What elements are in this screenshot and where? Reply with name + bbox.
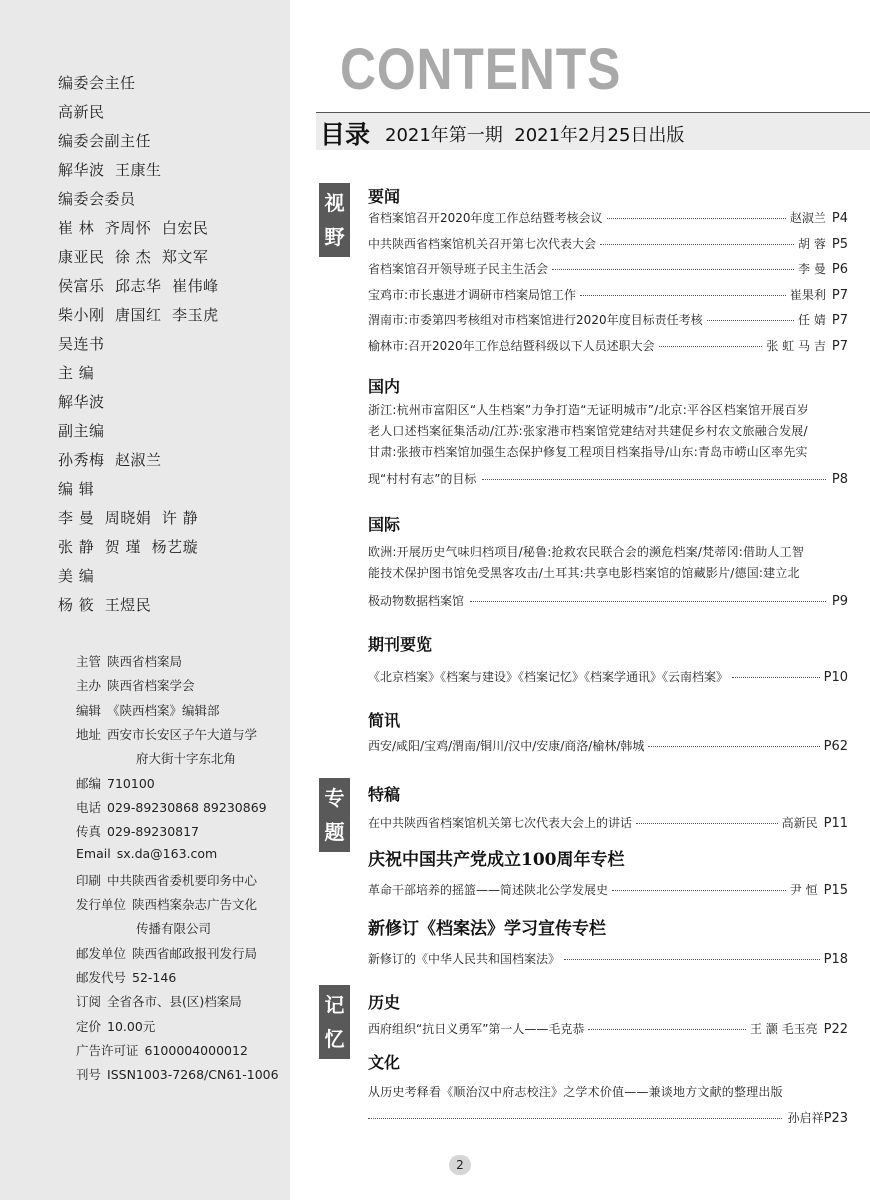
- editorial-line: 柴小刚 唐国红 李玉虎: [58, 306, 219, 324]
- dot-leader: [552, 269, 794, 270]
- section-tab-char: 忆: [324, 1027, 345, 1051]
- editorial-line: 编 辑: [58, 480, 95, 498]
- publication-value: 52-146: [132, 969, 177, 985]
- category-guonei: 国内: [368, 377, 401, 396]
- editorial-line: 解华波: [58, 393, 105, 411]
- publication-value: 《陕西档案》编辑部: [107, 702, 220, 718]
- publication-row: [76, 774, 155, 792]
- wenhua-paragraph[interactable]: [368, 1082, 850, 1103]
- entry-title: 从历史考释看《顺治汉中府志校注》之学术价值——兼谈地方文献的整理出版: [368, 1085, 783, 1099]
- publication-key: 刊号: [76, 1067, 102, 1083]
- dot-leader: [636, 823, 778, 824]
- publication-row: [136, 919, 211, 937]
- entry-title: 在中共陕西省档案馆机关第七次代表大会上的讲话: [368, 816, 633, 830]
- entry-title: 宝鸡市:市长惠进才调研市档案局馆工作: [368, 287, 577, 302]
- publication-value: 西安市长安区子午大道与学: [107, 726, 258, 742]
- section-tab-zhuanti: [319, 778, 350, 852]
- editorial-line: 副主编: [58, 422, 105, 440]
- publication-key: 主办: [76, 678, 102, 694]
- dot-leader: [470, 601, 826, 602]
- entry-author: 王 灏 毛玉亮: [749, 1022, 818, 1036]
- guonei-entry-end[interactable]: [368, 470, 848, 490]
- section-tab-char: 视: [324, 191, 345, 215]
- toc-entry-qingzhu[interactable]: [368, 881, 848, 901]
- publication-key: 电话: [76, 799, 102, 815]
- publication-value: 陕西省档案局: [107, 654, 183, 669]
- page-ref: P5: [831, 236, 848, 252]
- category-qingzhu: 庆祝中国共产党成立100周年专栏: [368, 850, 625, 870]
- section-tab-char: 野: [324, 225, 345, 249]
- entry-author: 胡 蓉: [798, 236, 826, 251]
- toc-entry-qikan[interactable]: [368, 668, 848, 688]
- category-wenhua: 文化: [368, 1053, 401, 1072]
- toc-entry[interactable]: [368, 286, 848, 306]
- entry-author: 孙启祥: [787, 1111, 824, 1125]
- publication-key: Email: [76, 846, 111, 862]
- category-xinxiuding: 新修订《档案法》学习宣传专栏: [368, 919, 606, 939]
- publication-row: [76, 822, 199, 840]
- paragraph-line: 能技术保护图书馆免受黑客攻击/土耳其:共享电影档案馆的馆藏影片/德国:建立北: [368, 566, 800, 580]
- editorial-line: 编委会主任: [58, 74, 136, 92]
- paragraph-line: 甘肃:张掖市档案馆加强生态保护修复工程项目档案指导/山东:青岛市崂山区率先实: [368, 445, 808, 459]
- publication-row: [136, 749, 236, 767]
- dot-leader: [607, 218, 786, 219]
- publication-key: 编辑: [76, 702, 102, 718]
- paragraph-line: 欧洲:开展历史气味归档项目/秘鲁:抢救农民联合会的濒危档案/梵蒂冈:借助人工智: [368, 545, 805, 559]
- page-number: 2: [449, 1155, 471, 1175]
- publication-value: sx.da@163.com: [116, 846, 218, 862]
- section-tab-char: 专: [324, 786, 345, 810]
- editorial-line: 崔 林 齐周怀 白宏民: [58, 219, 209, 237]
- dot-leader: [732, 677, 820, 678]
- section-tab-shiye: [319, 183, 350, 257]
- entry-author: 张 虹 马 吉: [766, 338, 826, 353]
- entry-title: 西安/咸阳/宝鸡/渭南/铜川/汉中/安康/商洛/榆林/韩城: [368, 739, 645, 753]
- entry-author: 李 曼: [798, 262, 826, 276]
- category-qikan: 期刊要览: [368, 635, 433, 654]
- editorial-line: 编委会副主任: [58, 132, 152, 150]
- page-ref: P9: [831, 594, 848, 609]
- publication-value: 10.00元: [107, 1018, 156, 1034]
- toc-entry[interactable]: [368, 311, 848, 331]
- page-ref: P4: [831, 211, 848, 226]
- editorial-line: 杨 筱 王煜民: [58, 596, 152, 614]
- entry-title: 《北京档案》《档案与建设》《档案记忆》《档案学通讯》《云南档案》: [368, 670, 729, 684]
- publication-value: 府大街十字东北角: [136, 751, 237, 767]
- paragraph-line: 浙江:杭州市富阳区“人生档案”力争打造“无证明城市”/北京:平谷区档案馆开展百岁: [368, 403, 809, 417]
- entry-author: 赵淑兰: [789, 211, 826, 225]
- publication-key: 邮发代号: [76, 969, 127, 985]
- publication-row: [76, 1017, 155, 1035]
- publication-key: 定价: [76, 1018, 102, 1034]
- page-ref: P23: [823, 1111, 848, 1126]
- mulu-label: 目录: [320, 120, 371, 149]
- dot-leader: [707, 320, 794, 321]
- editorial-line: 编委会委员: [58, 190, 136, 208]
- page-ref: P22: [823, 1022, 848, 1037]
- entry-title: 革命干部培养的摇篮——简述陕北公学发展史: [368, 883, 609, 897]
- toc-entry[interactable]: [368, 337, 848, 357]
- publication-key: 传真: [76, 824, 102, 840]
- contents-heading: CONTENTS: [340, 37, 622, 102]
- publication-value: 029-89230817: [107, 824, 200, 840]
- entry-author: 高新民: [781, 816, 818, 830]
- guonei-paragraph[interactable]: [368, 400, 850, 463]
- editorial-line: 孙秀梅 赵淑兰: [58, 451, 162, 469]
- page-ref: P18: [823, 952, 848, 967]
- dot-leader: [482, 479, 825, 480]
- publication-row: [76, 676, 195, 694]
- page-ref: P10: [823, 670, 848, 685]
- editorial-line: 康亚民 徐 杰 郑文军: [58, 248, 209, 266]
- publication-row: [76, 798, 267, 816]
- entry-title: 中共陕西省档案馆机关召开第七次代表大会: [368, 236, 597, 251]
- section-tab-char: 题: [324, 820, 345, 844]
- publication-key: 邮编: [76, 775, 102, 791]
- category-yaowen: 要闻: [368, 187, 401, 206]
- editorial-line: 解华波 王康生: [58, 161, 162, 179]
- paragraph-line: 老人口述档案征集活动/江苏:张家港市档案馆党建结对共建促乡村农文旅融合发展/: [368, 424, 808, 438]
- entry-title: 省档案馆召开2020年度工作总结暨考核会议: [368, 211, 603, 225]
- entry-author: 尹 恒: [789, 883, 818, 897]
- toc-entry[interactable]: [368, 235, 848, 255]
- guoji-paragraph[interactable]: [368, 542, 850, 584]
- dot-leader: [564, 959, 820, 960]
- publication-row: [76, 1041, 248, 1059]
- issue-info: 2021年第一期 2021年2月25日出版: [385, 125, 685, 146]
- category-lishi: 历史: [368, 993, 401, 1012]
- dot-leader: [600, 244, 794, 245]
- page-ref: P7: [831, 313, 848, 328]
- publication-value: 中共陕西省委机要印务中心: [107, 872, 258, 888]
- wenhua-entry-end[interactable]: [368, 1109, 848, 1129]
- publication-row: [76, 1065, 279, 1083]
- entry-title: 新修订的《中华人民共和国档案法》: [368, 952, 561, 966]
- entry-title: 榆林市:召开2020年工作总结暨科级以下人员述职大会: [368, 338, 655, 353]
- publication-value: 710100: [107, 775, 155, 791]
- publication-key: 发行单位: [76, 897, 127, 912]
- entry-author: 崔果利: [789, 287, 826, 302]
- editorial-line: 美 编: [58, 567, 95, 585]
- page-ref: P62: [823, 739, 848, 754]
- toc-entry[interactable]: [368, 209, 848, 229]
- category-guoji: 国际: [368, 515, 401, 534]
- publication-value: ISSN1003-7268/CN61-1006: [107, 1067, 279, 1083]
- dot-leader: [648, 746, 819, 747]
- guoji-entry-end[interactable]: [368, 592, 848, 612]
- dot-leader: [368, 1118, 782, 1119]
- category-jianxun: 简讯: [368, 711, 401, 730]
- publication-row: [76, 944, 257, 962]
- toc-entry-lishi[interactable]: [368, 1020, 848, 1040]
- publication-value: 陕西省档案学会: [107, 678, 195, 694]
- page-ref: P11: [823, 816, 848, 831]
- page-ref: P8: [831, 472, 848, 487]
- editorial-line: 主 编: [58, 364, 95, 382]
- publication-value: 传播有限公司: [136, 921, 212, 937]
- publication-key: 主管: [76, 654, 102, 669]
- publication-row: [76, 725, 257, 743]
- publication-key: 邮发单位: [76, 945, 127, 961]
- category-tegao: 特稿: [368, 785, 401, 804]
- section-tab-jiyi: [319, 985, 350, 1059]
- publication-key: 订阅: [76, 994, 102, 1010]
- toc-entry-xinxiuding[interactable]: [368, 950, 848, 970]
- publication-value: 陕西档案杂志广告文化: [132, 897, 258, 912]
- publication-row: [76, 871, 257, 889]
- toc-entry-jianxun[interactable]: [368, 737, 848, 757]
- section-tab-char: 记: [324, 993, 345, 1017]
- dot-leader: [659, 346, 763, 347]
- entry-title: 省档案馆召开领导班子民主生活会: [368, 262, 549, 276]
- entry-title: 西府组织“抗日义勇军”第一人——毛克恭: [368, 1022, 585, 1036]
- paragraph-line: 极动物数据档案馆: [368, 594, 465, 608]
- toc-entry[interactable]: [368, 260, 848, 280]
- dot-leader: [588, 1029, 746, 1030]
- publication-row: [76, 968, 176, 986]
- page-ref: P6: [831, 262, 848, 277]
- publication-key: 印刷: [76, 872, 102, 888]
- toc-entry-tegao[interactable]: [368, 814, 848, 834]
- editorial-line: 侯富乐 邱志华 崔伟峰: [58, 277, 219, 295]
- publication-value: 6100004000012: [144, 1042, 248, 1058]
- publication-key: 地址: [76, 726, 102, 742]
- publication-row: [76, 992, 242, 1010]
- page-ref: P7: [831, 338, 848, 354]
- page-ref: P7: [831, 287, 848, 303]
- publication-row: [76, 701, 220, 719]
- page-ref: P15: [823, 883, 848, 898]
- entry-title: 渭南市:市委第四考核组对市档案馆进行2020年度目标责任考核: [368, 313, 703, 327]
- editorial-line: 吴连书: [58, 335, 105, 353]
- publication-value: 全省各市、县(区)档案局: [107, 994, 242, 1010]
- entry-author: 任 婧: [798, 313, 826, 327]
- dot-leader: [612, 890, 786, 891]
- editorial-line: 高新民: [58, 103, 105, 121]
- publication-key: 广告许可证: [76, 1042, 139, 1058]
- publication-value: 陕西省邮政报刊发行局: [132, 945, 258, 961]
- publication-row: [76, 652, 182, 670]
- editorial-line: 张 静 贺 瑾 杨艺璇: [58, 538, 199, 556]
- dot-leader: [580, 295, 786, 296]
- publication-row: [76, 846, 217, 861]
- masthead-column: [0, 0, 290, 1200]
- editorial-line: 李 曼 周晓娟 许 静: [58, 509, 199, 527]
- publication-row: [76, 895, 257, 913]
- paragraph-line: 现“村村有志”的目标: [368, 472, 477, 486]
- publication-value: 029-89230868 89230869: [107, 799, 267, 815]
